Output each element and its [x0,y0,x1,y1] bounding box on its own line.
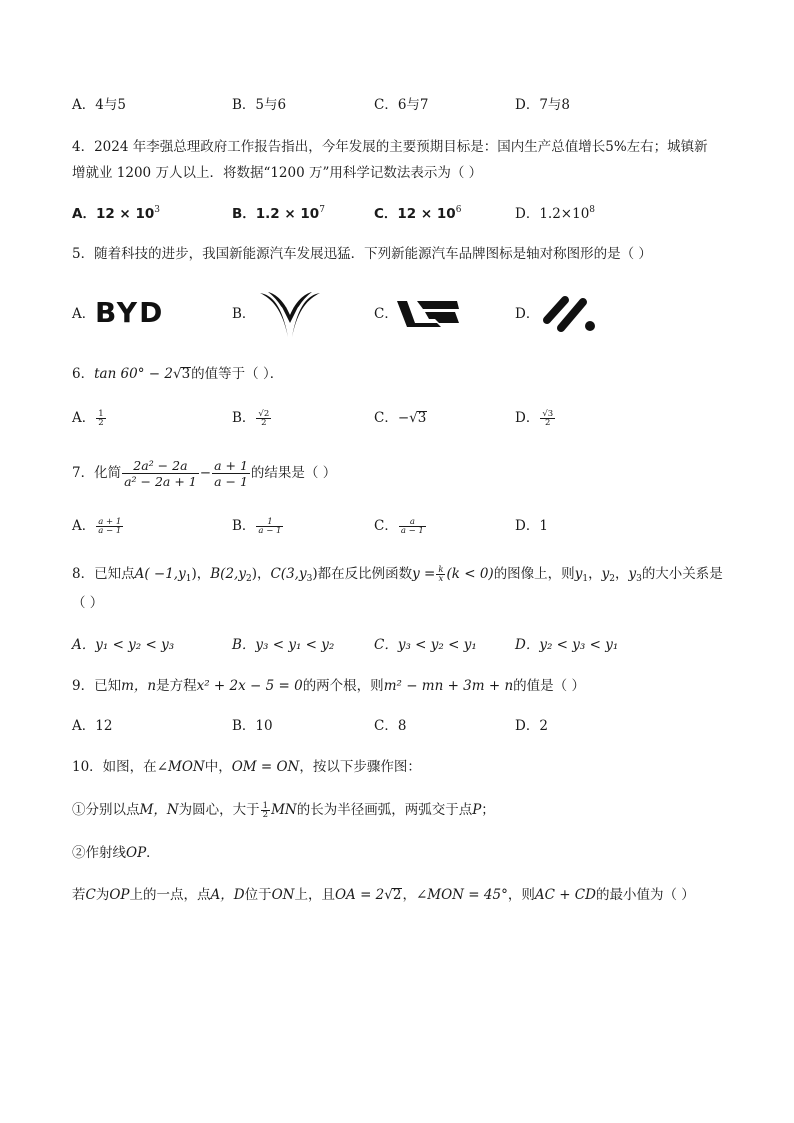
q6-text: 6．tan 60° − 2√3的值等于（ ）． [72,366,284,382]
q6-option-b: B． $\frac{√2}{2}$ [232,408,270,428]
q7-text: 7．化简 $\frac{\text{2a² − 2a}}{\text{a² − 2a + 1}}$ − $\frac{a + 1}{a - 1}$ 的结果是（ ） [72,458,337,489]
q4-option-c: C．$12 \times 10^6$ [374,205,462,222]
q3-option-c: C．6与7 [374,97,429,113]
q8-text-line1: 8．已知点$A( -1,y_1)$，$B(2,y_2)$，$C(3,y_3)$都在反比例函数y = $\frac{k}{x}$ (k < 0)的图像上，则$y_1$，$y_2$，$y_3$的大小关系是 [72,564,723,584]
q4-text-line2: 增就业 1200 万人以上．将数据“1200 万”用科学记数法表示为（ ） [72,165,483,181]
q5-label-b: B． [232,306,256,322]
q6-option-c: C．−√3 [374,410,427,426]
q9-option-a: A．12 [72,718,113,734]
q4-text-line1: 4．2024 年李强总理政府工作报告指出，今年发展的主要预期目标是：国内生产总值增长5%左右；城镇新 [72,139,708,155]
q7-option-c: C． $\frac{a}{a - 1}$ [374,516,424,536]
q8-option-b: B．y₃ < y₁ < y₂ [232,637,335,653]
q6-option-a: A． $\frac{1}{2}$ [72,408,104,428]
q3-option-d: D．7与8 [515,97,571,113]
q10-text-line4: 若C为OP上的一点，点A，D位于ON上，且OA = 2√2，∠MON = 45°，则AC + CD的最小值为（ ） [72,887,695,903]
li-auto-logo-icon [397,299,461,329]
q6-option-d: D． $\frac{√3}{2}$ [515,408,554,428]
q9-option-d: D．2 [515,718,548,734]
q5-text: 5．随着科技的进步，我国新能源汽车发展迅猛．下列新能源汽车品牌图标是轴对称图形的是（ ） [72,246,652,262]
q7-option-d: D．1 [515,518,548,534]
q9-option-b: B．10 [232,718,273,734]
q4-option-b: B．$1.2 \times 10^7$ [232,205,325,222]
q7-option-a: A． $\frac{a + 1}{a - 1}$ [72,516,122,536]
q10-step1: ①分别以点M，N为圆心，大于 $\frac{1}{2}$ MN的长为半径画弧，两弧交于点P； [72,800,495,820]
q5-label-d: D． [515,306,540,322]
q9-text: 9．已知m，n是方程x² + 2x − 5 = 0的两个根，则m² − mn + 3m + n的值是（ ） [72,678,585,694]
q4-option-a: A．$12 \times 10^3$ [72,205,160,222]
q8-option-a: A．y₁ < y₂ < y₃ [72,637,175,653]
q10-step2: ②作射线OP． [72,845,160,861]
q4-option-d: D．$1.2\times 10^8$ [515,205,596,222]
q7-option-b: B． $\frac{1}{a - 1}$ [232,516,282,536]
q10-text-line1: 10．如图，在∠MON中，OM = ON，按以下步骤作图： [72,759,421,775]
q8-option-c: C．y₃ < y₂ < y₁ [374,637,477,653]
slash-logo-icon [543,296,599,332]
q3-option-b: B．5与6 [232,97,287,113]
q5-label-a: A． [72,306,96,322]
byd-logo: BYD [95,296,165,329]
q5-label-c: C． [374,306,398,322]
q8-option-d: D．y₂ < y₃ < y₁ [515,637,619,653]
q9-option-c: C．8 [374,718,407,734]
q3-option-a: A．4与5 [72,97,126,113]
q8-text-line2: （ ） [72,595,104,611]
wing-logo-icon [258,289,322,339]
